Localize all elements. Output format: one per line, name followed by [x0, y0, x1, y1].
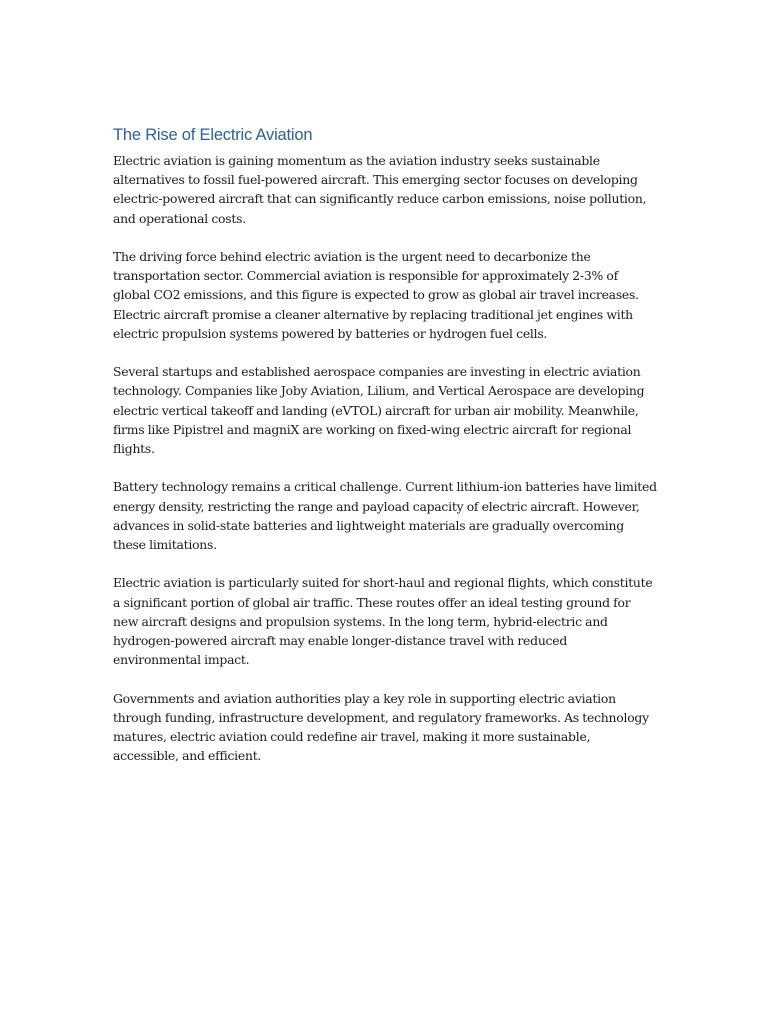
paragraph-driving-force: The driving force behind electric aviation is the urgent need to decarbonize the transportation sector. Commercial aviation is responsible for approximately 2-3% of global CO2 emissions, and this figure is expected to grow as global air travel increases. Electric aircraft promise a cleaner alternative by replacing traditional jet engines with electric propulsion systems powered by batteries or hydrogen fuel cells.: [113, 249, 639, 341]
paragraph-battery: Battery technology remains a critical challenge. Current lithium-ion batteries have limited energy density, restricting the range and payload capacity of electric aircraft. However, advances in solid-state batteries and lightweight materials are gradually overcoming these limitations.: [113, 479, 657, 553]
paragraph-governments: Governments and aviation authorities play a key role in supporting electric aviation through funding, infrastructure development, and regulatory frameworks. As technology matures, electric aviation could redefine air travel, making it more sustainable, accessible, and efficient.: [113, 690, 649, 764]
paragraph-intro: Electric aviation is gaining momentum as the aviation industry seeks sustainable alternatives to fossil fuel-powered aircraft. This emerging sector focuses on developing electric-powered aircraft that can significantly reduce carbon emissions, noise pollution, and operational costs.: [113, 153, 647, 226]
paragraph-short-haul: Electric aviation is particularly suited for short-haul and regional flights, which constitute a significant portion of global air traffic. These routes offer an ideal testing ground for new aircraft designs and propulsion systems. In the long term, hybrid-electric and hydrogen-powered aircraft may enable longer-distance travel with reduced environmental impact.: [113, 575, 653, 668]
document-body: [113, 123, 658, 785]
paragraph-companies: Several startups and established aerospace companies are investing in electric aviation technology. Companies like Joby Aviation, Lilium, and Vertical Aerospace are developing electric vertical takeoff and landing (eVTOL) aircraft for urban air mobility. Meanwhile, firms like Pipistrel and magniX are working on fixed-wing electric aircraft for regional flights.: [113, 364, 645, 457]
document-title: The Rise of Electric Aviation: [113, 126, 313, 144]
